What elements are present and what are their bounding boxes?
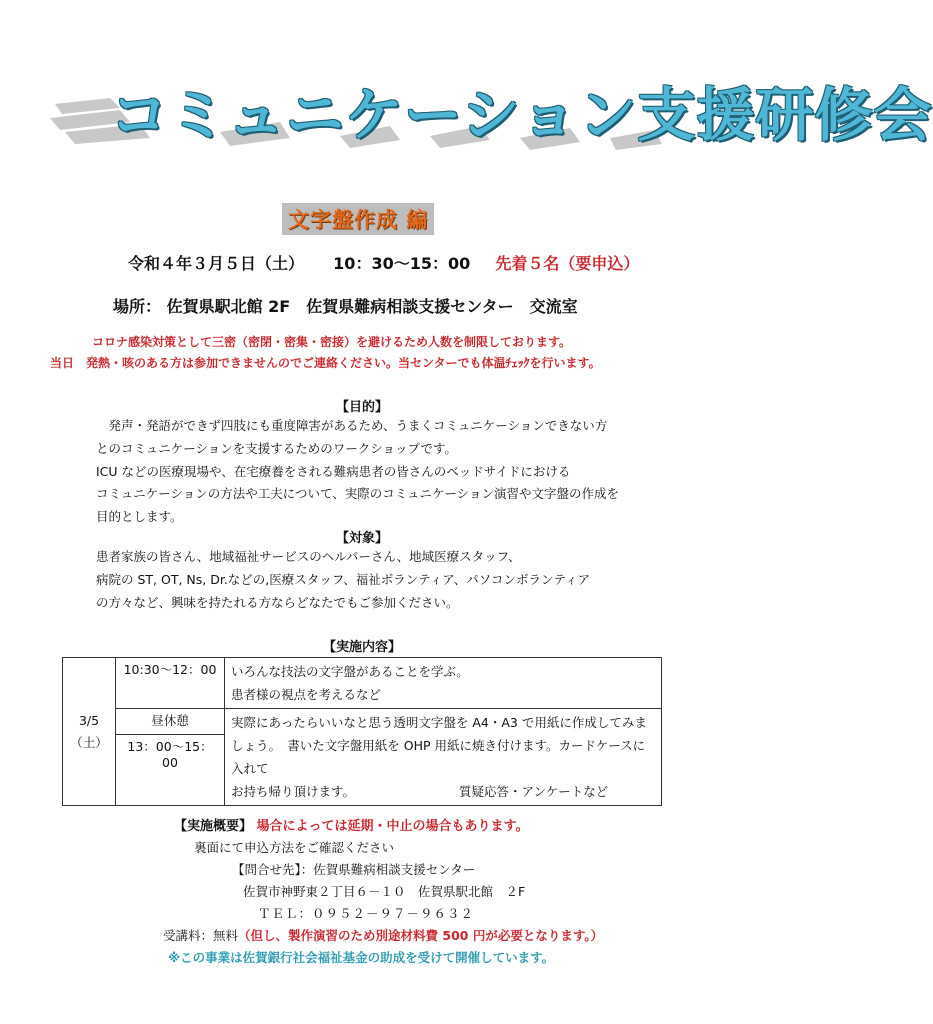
event-date-line [128,251,639,274]
target-line: の方々など、興味を持たれる方ならどなたでもご参加ください。 [96,594,459,610]
target-body [96,546,590,614]
overview-apply: 裏面にて申込方法をご確認ください [194,840,395,855]
schedule-content-line: いろんな技法の文字盤があることを学ぶ。 [231,664,469,679]
contact-address: 佐賀市神野東２丁目６－１０ 佐賀県駅北館 ２F [243,884,526,899]
venue-label: 場所： [113,297,162,316]
event-time: 10：30〜15：00 [333,254,471,273]
contact-line [232,860,475,878]
schedule-date-cell [63,658,116,806]
venue-text: 佐賀県駅北館 2F 佐賀県難病相談支援センター 交流室 [166,297,578,316]
schedule-qa: 質疑応答・アンケートなど [458,784,609,799]
schedule-day: （土） [70,734,108,750]
event-capacity: 先着５名（要申込） [495,254,640,273]
purpose-line: 目的とします。 [96,509,183,525]
overview-note: 場合によっては延期・中止の場合もあります。 [256,819,529,834]
purpose-body [96,415,619,529]
overview-label: 【実施概要】 [174,819,253,834]
fee-note: （但し、製作演習のため別途材料費 500 円が必要となります。） [238,928,604,943]
target-line: 病院の ST, OT, Ns, Dr.などの,医療スタッフ、福祉ボランティア、パソコンボランティア [96,571,591,587]
fee-line [163,926,603,944]
purpose-line: ICU などの医療現場や、在宅療養をされる難病患者の皆さんのベッドサイドにおける [96,463,571,479]
schedule-content-line: しょう。 書いた文字盤用紙を OHP 用紙に焼き付けます。カードケースに [231,738,646,753]
event-date: 令和４年３月５日（土） [128,254,305,273]
venue-line [113,294,578,317]
table-row [63,709,662,735]
schedule-content-line: 患者様の視点を考えるなど [231,687,382,702]
schedule-time: 10:30〜12：00 [116,658,225,709]
schedule-time: 13：00〜15：00 [116,735,225,806]
schedule-content [225,709,662,806]
purpose-heading: 【目的】 [335,400,388,415]
contact-label: 【問合せ先】 [232,862,301,877]
schedule-heading: 【実施内容】 [322,640,401,655]
target-heading: 【対象】 [335,531,388,546]
schedule-date: 3/5 [78,712,100,728]
table-row [63,658,662,709]
purpose-line: とのコミュニケーションを支援するためのワークショップです。 [96,440,457,456]
schedule-table [62,657,662,806]
target-line: 患者家族の皆さん、地域福祉サービスのヘルパーさん、地域医療スタッフ、 [96,549,521,564]
contact-tel: ＴＥＬ：０９５２－９７－９６３２ [258,906,475,921]
purpose-line: コミュニケーションの方法や工夫について、実際のコミュニケーション演習や文字盤の作成を [96,486,620,502]
title-block [50,60,933,170]
schedule-content [225,658,662,709]
schedule-content-line: 実際にあったらいいなと思う透明文字盤を A4・A3 で用紙に作成してみま [231,715,647,730]
schedule-content-line: 入れて [231,761,269,776]
contact-name: ：佐賀県難病相談支援センター [300,862,476,877]
covid-notice-1: コロナ感染対策として三密（密閉・密集・密接）を避けるため人数を制限しております。 [92,335,572,349]
purpose-line: 発声・発語ができず四肢にも重度障害があるため、うまくコミュニケーションできない方 [96,418,608,433]
overview-line [174,815,529,834]
main-title: コミュニケーション支援研修会 [110,81,933,149]
sponsor-note: ※この事業は佐賀銀行社会福祉基金の助成を受けて開催しています。 [168,950,555,965]
fee-label: 受講料：無料 [163,928,239,943]
subtitle: 文字盤作成 編 [282,203,434,235]
schedule-content-line [231,780,655,803]
covid-notice-2: 当日 発熱・咳のある方は参加できませんのでご連絡ください。当センターでも体温ﾁｪｯｸを行います。 [50,356,601,370]
schedule-break: 昼休憩 [116,709,225,735]
schedule-takehome: お持ち帰り頂けます。 [231,784,356,799]
